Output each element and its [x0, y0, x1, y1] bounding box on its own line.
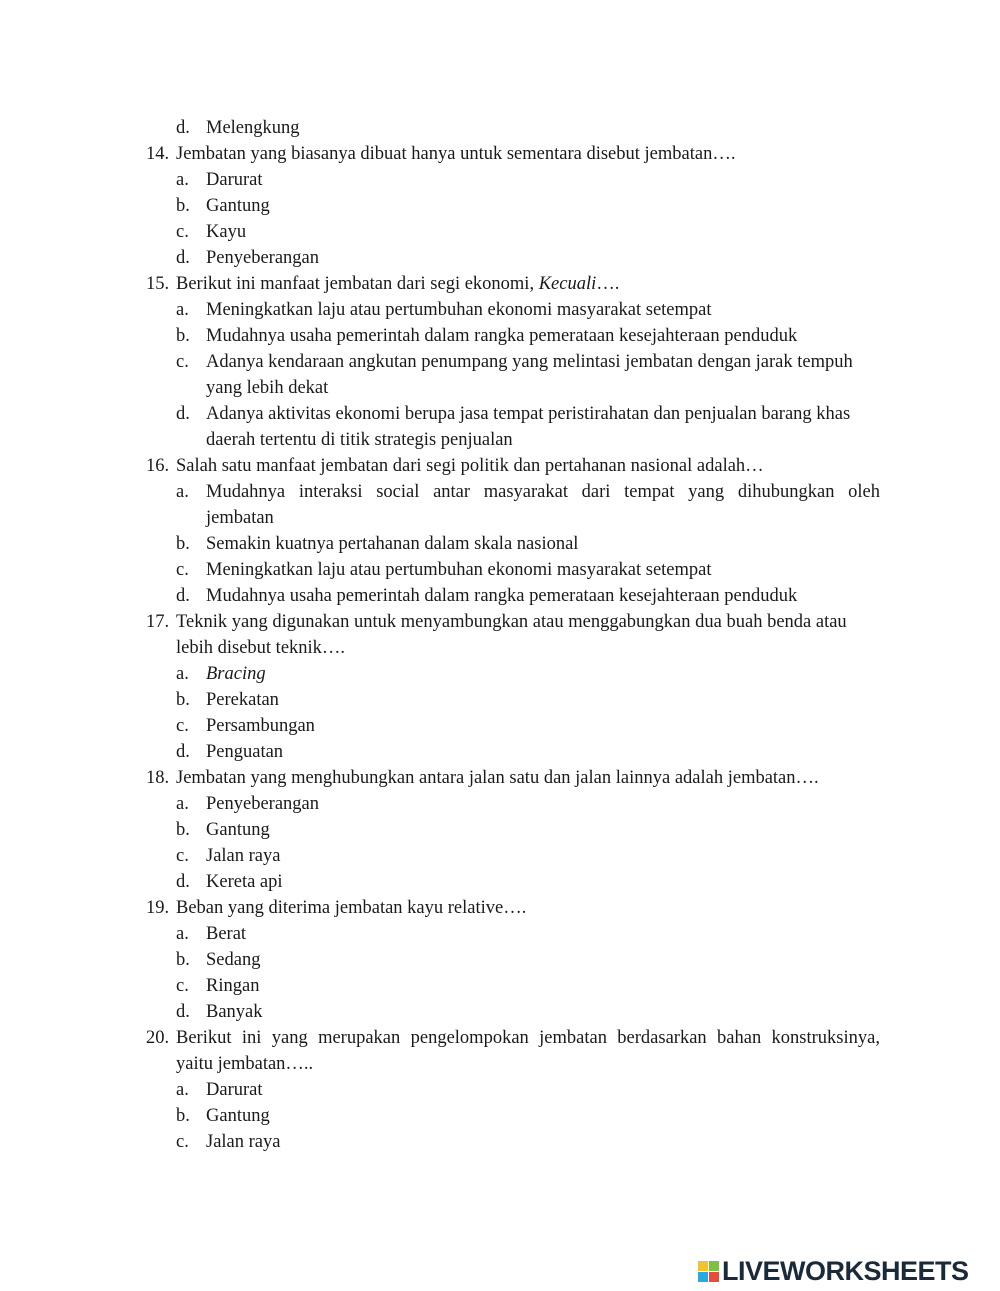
option-text: Adanya aktivitas ekonomi berupa jasa tempat peristirahatan dan penjualan barang khas: [206, 404, 851, 424]
option-letter: b.: [176, 196, 190, 216]
option-text: Banyak: [206, 1002, 263, 1022]
option-text: Ringan: [206, 976, 260, 996]
option-text: Darurat: [206, 1080, 263, 1100]
option-text: Mudahnya usaha pemerintah dalam rangka pemerataan kesejahteraan penduduk: [206, 586, 798, 606]
logo-blocks-icon: [698, 1261, 719, 1282]
option-text: Gantung: [206, 196, 270, 216]
option-text: Sedang: [206, 950, 261, 970]
option-text: Melengkung: [206, 118, 300, 138]
option-text: Jalan raya: [206, 846, 281, 866]
option-text: Gantung: [206, 1106, 270, 1126]
option-text: Mudahnya interaksi social antar masyarakat dari tempat yang dihubungkan oleh: [206, 482, 880, 502]
option-text: Penguatan: [206, 742, 284, 762]
option-text: Berat: [206, 924, 247, 944]
option-text: Mudahnya usaha pemerintah dalam rangka pemerataan kesejahteraan penduduk: [206, 326, 798, 346]
option-letter: c.: [176, 222, 189, 242]
question-text: Teknik yang digunakan untuk menyambungkan atau menggabungkan dua buah benda atau: [176, 612, 847, 632]
option-letter: a.: [176, 300, 189, 320]
option-text: Adanya kendaraan angkutan penumpang yang melintasi jembatan dengan jarak tempuh: [206, 352, 853, 372]
option-text-continuation: yang lebih dekat: [206, 378, 329, 398]
option-letter: a.: [176, 664, 189, 684]
option-letter: c.: [176, 976, 189, 996]
option-letter: a.: [176, 794, 189, 814]
logo-block: [698, 1272, 708, 1282]
option-letter: a.: [176, 170, 189, 190]
option-letter: c.: [176, 560, 189, 580]
logo-text: LIVEWORKSHEETS: [722, 1255, 969, 1286]
option-text: Kayu: [206, 222, 247, 242]
question-number: 18.: [146, 768, 170, 788]
option-text: Penyeberangan: [206, 794, 320, 814]
option-letter: b.: [176, 950, 190, 970]
option-letter: c.: [176, 716, 189, 736]
question-number: 14.: [146, 144, 170, 164]
question-number: 19.: [146, 898, 170, 918]
option-text: Jalan raya: [206, 1132, 281, 1152]
question-text: [176, 271, 619, 297]
option-text: Penyeberangan: [206, 248, 320, 268]
option-text: Meningkatkan laju atau pertumbuhan ekonomi masyarakat setempat: [206, 560, 712, 580]
option-letter: d.: [176, 248, 190, 268]
logo-block: [709, 1272, 719, 1282]
option-text: Perekatan: [206, 690, 279, 710]
liveworksheets-logo: [698, 1257, 969, 1285]
option-letter: d.: [176, 872, 190, 892]
question-text-suffix: ….: [596, 274, 620, 294]
option-letter: a.: [176, 924, 189, 944]
option-letter: d.: [176, 586, 190, 606]
option-text-continuation: jembatan: [206, 508, 274, 528]
question-text: Berikut ini yang merupakan pengelompokan jembatan berdasarkan bahan konstruksinya,: [176, 1028, 880, 1048]
option-letter: d.: [176, 1002, 190, 1022]
question-text: Jembatan yang menghubungkan antara jalan satu dan jalan lainnya adalah jembatan….: [176, 768, 819, 788]
option-text: Kereta api: [206, 872, 283, 892]
question-text: Salah satu manfaat jembatan dari segi politik dan pertahanan nasional adalah…: [176, 456, 764, 476]
question-text-main: Berikut ini manfaat jembatan dari segi ekonomi,: [176, 274, 539, 294]
question-text-continuation: yaitu jembatan…..: [176, 1054, 314, 1074]
option-text-continuation: daerah tertentu di titik strategis penjualan: [206, 430, 513, 450]
option-letter: d.: [176, 404, 190, 424]
option-text: Bracing: [206, 664, 266, 684]
option-text: Persambungan: [206, 716, 315, 736]
option-letter: a.: [176, 1080, 189, 1100]
question-number: 17.: [146, 612, 170, 632]
option-letter: b.: [176, 1106, 190, 1126]
option-letter: b.: [176, 820, 190, 840]
question-number: 20.: [146, 1028, 170, 1048]
option-letter: b.: [176, 534, 190, 554]
logo-block: [698, 1261, 708, 1271]
option-letter: d.: [176, 742, 190, 762]
option-text: Semakin kuatnya pertahanan dalam skala nasional: [206, 534, 579, 554]
question-number: 16.: [146, 456, 170, 476]
option-letter: b.: [176, 690, 190, 710]
logo-block: [709, 1261, 719, 1271]
question-text-continuation: lebih disebut teknik….: [176, 638, 346, 658]
option-letter: c.: [176, 352, 189, 372]
option-text: Meningkatkan laju atau pertumbuhan ekonomi masyarakat setempat: [206, 300, 712, 320]
option-text: Gantung: [206, 820, 270, 840]
option-letter: d.: [176, 118, 190, 138]
question-text: Jembatan yang biasanya dibuat hanya untuk sementara disebut jembatan….: [176, 144, 736, 164]
question-text: Beban yang diterima jembatan kayu relative….: [176, 898, 527, 918]
question-text-italic: Kecuali: [538, 274, 597, 294]
option-letter: a.: [176, 482, 189, 502]
option-letter: c.: [176, 1132, 189, 1152]
option-letter: b.: [176, 326, 190, 346]
option-text: Darurat: [206, 170, 263, 190]
option-letter: c.: [176, 846, 189, 866]
question-number: 15.: [146, 274, 170, 294]
